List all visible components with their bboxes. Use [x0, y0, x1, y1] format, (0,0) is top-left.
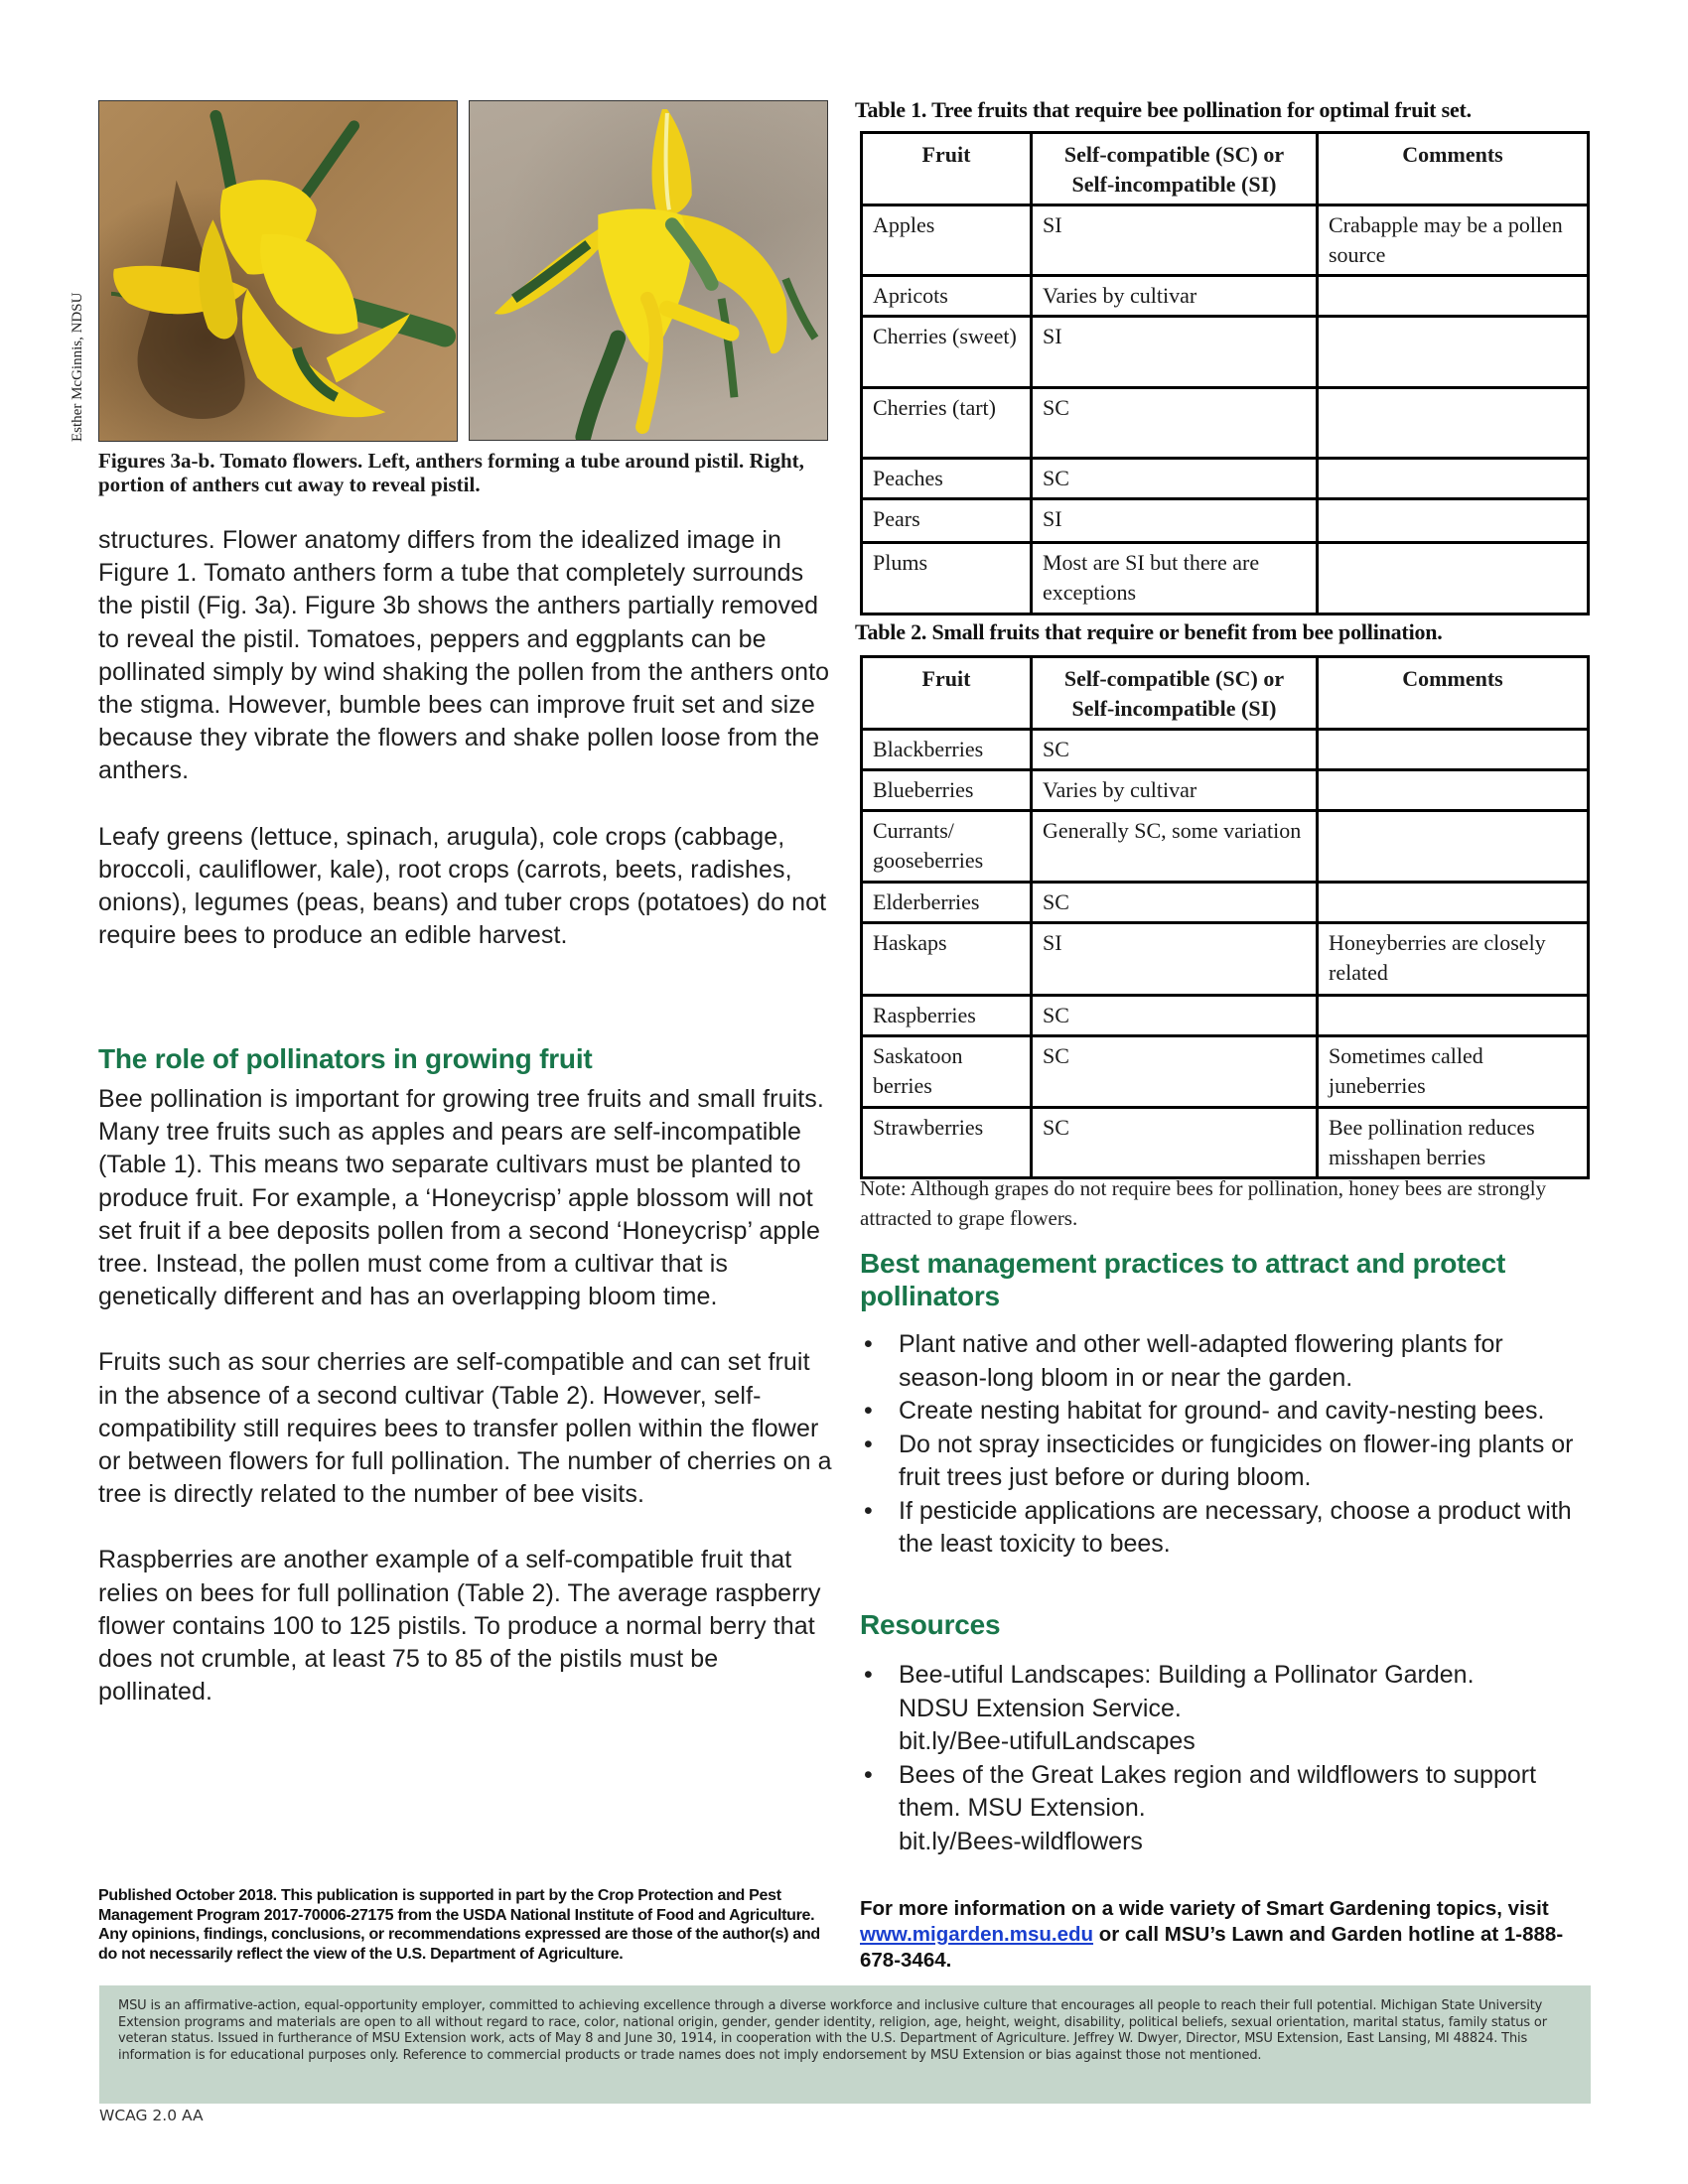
table-row [862, 811, 1589, 883]
list-item: • If pesticide applications are necessary, choose a product with the least toxicity to bees. [864, 1496, 1572, 1558]
cell-fruit: Currants/ gooseberries [862, 811, 1032, 883]
cell-comments [1318, 388, 1589, 459]
cell-fruit: Raspberries [862, 996, 1032, 1036]
list-item [860, 1659, 1495, 1759]
cell-comments [1318, 996, 1589, 1036]
table-row [862, 730, 1589, 770]
header-compatibility: Self-compatible (SC) or Self-incompatible (SI) [1032, 657, 1318, 730]
table-row [862, 770, 1589, 811]
cell-compatibility: SC [1032, 1036, 1318, 1108]
paragraph-self-compatible: Fruits such as sour cherries are self-compatible and can set fruit in the absence of a second cultivar (Table 2). However, self-compatibility still requires bees to transfer pollen within the flower or between flowers for full pollination. The number of cherries on a tree is directly related to the number of bee visits. [98, 1348, 832, 1509]
table1-caption: Table 1. Tree fruits that require bee pollination for optimal fruit set. [855, 97, 1472, 122]
cell-fruit: Blueberries [862, 770, 1032, 811]
cell-fruit: Cherries (tart) [862, 388, 1032, 459]
cell-comments [1318, 811, 1589, 883]
cell-compatibility: SC [1032, 883, 1318, 923]
photo-tomato-flower-right [469, 100, 828, 441]
section-best-practices [860, 1247, 1595, 1562]
bullet-icon: • [864, 1330, 873, 1358]
cell-comments: Bee pollination reduces misshapen berries [1318, 1108, 1589, 1178]
cell-comments [1318, 730, 1589, 770]
paragraph-flower-anatomy: structures. Flower anatomy differs from the idealized image in Figure 1. Tomato anthers form a tube that completely surrounds the pistil (Fig. 3a). Figure 3b shows the anthers partially removed to reveal the pistil. Tomatoes, peppers and eggplants can be pollinated simply by wind shaking the pollen from the anthers onto the stigma. However, bumble bees can improve fruit set and size because they vibrate the flowers and shake pollen loose from the anthers. [98, 526, 830, 785]
list-item: • Do not spray insecticides or fungicides on flower-ing plants or fruit trees just before or during bloom. [864, 1430, 1574, 1491]
list-item: • Create nesting habitat for ground- and cavity-nesting bees. [860, 1395, 1595, 1429]
table-row [862, 996, 1589, 1036]
header-compatibility: Self-compatible (SC) or Self-incompatible (SI) [1032, 133, 1318, 205]
cell-comments [1318, 770, 1589, 811]
cell-compatibility: SI [1032, 205, 1318, 276]
table-row [862, 1108, 1589, 1178]
resources-list [860, 1659, 1595, 1858]
header-fruit: Fruit [862, 133, 1032, 205]
table-row [862, 317, 1589, 388]
cell-comments [1318, 276, 1589, 317]
resource-link[interactable]: bit.ly/Bees-wildflowers [899, 1827, 1143, 1855]
bullet-icon: • [864, 1760, 873, 1789]
paragraph-crops-no-bees: Leafy greens (lettuce, spinach, arugula), cole crops (cabbage, broccoli, cauliflower, kale), root crops (carrots, beets, radishes, onions), legumes (peas, beans) and tuber crops (potatoes) do not require bees to produce an edible harvest. [98, 822, 827, 950]
table-row [862, 883, 1589, 923]
table-row [862, 499, 1589, 543]
section-heading-best-practices: Best management practices to attract and protect pollinators [860, 1248, 1506, 1311]
accessibility-label: WCAG 2.0 AA [99, 2107, 204, 2124]
cell-comments [1318, 459, 1589, 499]
cell-comments [1318, 499, 1589, 543]
resource-link[interactable]: bit.ly/Bee-utifulLandscapes [899, 1727, 1196, 1755]
bullet-icon: • [864, 1661, 873, 1689]
table-row [862, 1036, 1589, 1108]
section-heading-resources: Resources [860, 1609, 1001, 1640]
cell-fruit: Strawberries [862, 1108, 1032, 1178]
paragraph-raspberries: Raspberries are another example of a self-compatible fruit that relies on bees for full pollination (Table 2). The average raspberry flower contains 100 to 125 pistils. To produce a normal berry that does not crumble, at least 75 to 85 of the pistils must be pollinated. [98, 1546, 821, 1706]
more-info-callout: For more information on a wide variety of Smart Gardening topics, visit www.migarden.msu.edu or call MSU’s Lawn and Garden hotline at 1-888-678-3464. [860, 1897, 1564, 1972]
cell-compatibility: SC [1032, 388, 1318, 459]
cell-fruit: Plums [862, 543, 1032, 614]
cell-comments [1318, 883, 1589, 923]
table-header-row [862, 657, 1589, 730]
table-row [862, 276, 1589, 317]
table-header-row [862, 133, 1589, 205]
table2-caption: Table 2. Small fruits that require or benefit from bee pollination. [855, 619, 1443, 644]
footer-disclaimer: MSU is an affirmative-action, equal-opportunity employer, committed to achieving excellence through a diverse workforce and inclusive culture that encourages all people to reach their full potential. Michigan State University Extension programs and materials are open to all without regard to race, color, national origin, gender, gender identity, religion, age, height, weight, disability, political beliefs, sexual orientation, marital status, family status or veteran status. Issued in furtherance of MSU Extension work, acts of May 8 and June 30, 1914, in cooperation with the U.S. Department of Agriculture. Jeffrey W. Dwyer, Director, MSU Extension, East Lansing, MI 48824. This information is for educational purposes only. Reference to commercial products or trade names does not imply endorsement by MSU Extension or bias against those not mentioned. [118, 1998, 1547, 2063]
cell-compatibility: Generally SC, some variation [1032, 811, 1318, 883]
photo-credit: Esther McGinnis, NDSU [70, 292, 85, 442]
publication-note: Published October 2018. This publication is supported in part by the Crop Protection and Pest Management Program 2017-70006-27175 from the USDA National Institute of Food and Agriculture. Any opinions, findings, conclusions, or recommendations expressed are those of the author(s) and do not necessarily reflect the view of the U.S. Department of Agriculture. [98, 1887, 820, 1963]
section-resources [860, 1608, 1595, 1858]
cell-compatibility: SI [1032, 923, 1318, 996]
cell-compatibility: SI [1032, 499, 1318, 543]
table1-tree-fruits [860, 131, 1590, 615]
bullet-icon: • [864, 1496, 873, 1525]
section-role-of-pollinators [98, 1042, 833, 1741]
table2-small-fruits [860, 655, 1590, 1179]
cell-fruit: Blackberries [862, 730, 1032, 770]
footer-disclaimer-band [99, 1985, 1591, 2104]
photo-tomato-flower-left [98, 100, 458, 442]
figure-caption: Figures 3a-b. Tomato flowers. Left, anthers forming a tube around pistil. Right, portion of anthers cut away to reveal pistil. [98, 449, 804, 496]
bullet-icon: • [864, 1397, 873, 1425]
table-row [862, 459, 1589, 499]
cell-compatibility: SC [1032, 996, 1318, 1036]
cell-compatibility: SC [1032, 1108, 1318, 1178]
list-item [860, 1759, 1555, 1859]
cell-fruit: Apricots [862, 276, 1032, 317]
flower-illustration-right [470, 101, 827, 440]
migarden-link[interactable]: www.migarden.msu.edu [860, 1923, 1094, 1946]
table-row [862, 388, 1589, 459]
cell-fruit: Peaches [862, 459, 1032, 499]
left-column-intro [98, 524, 833, 985]
resource-title: Bee-utiful Landscapes: Building a Pollinator Garden. NDSU Extension Service. [899, 1661, 1475, 1722]
header-comments: Comments [1318, 133, 1589, 205]
cell-compatibility: SC [1032, 459, 1318, 499]
cell-compatibility: SC [1032, 730, 1318, 770]
best-practices-list [860, 1328, 1595, 1562]
cell-fruit: Apples [862, 205, 1032, 276]
cell-compatibility: Most are SI but there are exceptions [1032, 543, 1318, 614]
paragraph-bee-pollination: Bee pollination is important for growing tree fruits and small fruits. Many tree fruits such as apples and pears are self-incompatible (Table 1). This means two separate cultivars must be planted to produce fruit. For example, a ‘Honeycrisp’ apple blossom will not set fruit if a bee deposits pollen from a second ‘Honeycrisp’ apple tree. Instead, the pollen must come from a cultivar that is genetically different and has an overlapping bloom time. [98, 1085, 824, 1311]
table2-note: Note: Although grapes do not require bees for pollination, honey bees are strongly attracted to grape flowers. [860, 1176, 1547, 1230]
header-comments: Comments [1318, 657, 1589, 730]
cell-comments [1318, 543, 1589, 614]
cell-fruit: Cherries (sweet) [862, 317, 1032, 388]
header-fruit: Fruit [862, 657, 1032, 730]
cell-fruit: Saskatoon berries [862, 1036, 1032, 1108]
cell-compatibility: Varies by cultivar [1032, 770, 1318, 811]
table-row [862, 205, 1589, 276]
cell-comments [1318, 317, 1589, 388]
flower-illustration-left [99, 101, 457, 441]
cell-fruit: Elderberries [862, 883, 1032, 923]
cell-comments: Honeyberries are closely related [1318, 923, 1589, 996]
cell-comments: Crabapple may be a pollen source [1318, 205, 1589, 276]
section-heading-role-of-pollinators: The role of pollinators in growing fruit [98, 1043, 593, 1074]
cell-fruit: Haskaps [862, 923, 1032, 996]
table-row [862, 923, 1589, 996]
resource-title: Bees of the Great Lakes region and wildflowers to support them. MSU Extension. [899, 1760, 1537, 1822]
cell-comments: Sometimes called juneberries [1318, 1036, 1589, 1108]
cell-compatibility: SI [1032, 317, 1318, 388]
cell-fruit: Pears [862, 499, 1032, 543]
table-row [862, 543, 1589, 614]
cell-compatibility: Varies by cultivar [1032, 276, 1318, 317]
list-item: • Plant native and other well-adapted flowering plants for season-long bloom in or near the garden. [864, 1330, 1503, 1392]
bullet-icon: • [864, 1430, 873, 1458]
